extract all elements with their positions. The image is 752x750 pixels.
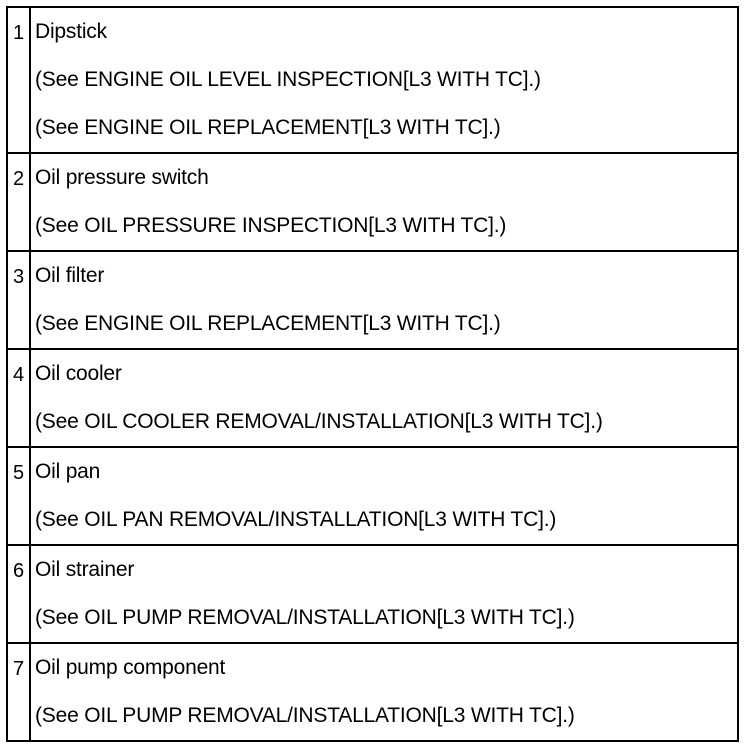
table-row bbox=[7, 643, 738, 741]
row-content bbox=[30, 349, 738, 447]
row-number: 3 bbox=[7, 251, 30, 349]
row-content bbox=[30, 7, 738, 153]
row-number: 7 bbox=[7, 643, 30, 741]
row-number: 6 bbox=[7, 545, 30, 643]
component-name: Oil pressure switch bbox=[35, 166, 209, 189]
reference-link[interactable]: (See OIL COOLER REMOVAL/INSTALLATION[L3 WITH TC].) bbox=[35, 410, 603, 433]
reference-link[interactable]: (See OIL PUMP REMOVAL/INSTALLATION[L3 WITH TC].) bbox=[35, 606, 575, 629]
row-content bbox=[30, 153, 738, 251]
row-content bbox=[30, 545, 738, 643]
reference-link[interactable]: (See OIL PAN REMOVAL/INSTALLATION[L3 WITH TC].) bbox=[35, 508, 557, 531]
table-row bbox=[7, 251, 738, 349]
component-name: Oil cooler bbox=[35, 362, 122, 385]
row-content bbox=[30, 447, 738, 545]
row-content bbox=[30, 643, 738, 741]
row-number: 5 bbox=[7, 447, 30, 545]
component-name: Dipstick bbox=[35, 20, 107, 43]
component-name: Oil filter bbox=[35, 264, 105, 287]
row-number: 2 bbox=[7, 153, 30, 251]
table-row bbox=[7, 153, 738, 251]
table-row bbox=[7, 545, 738, 643]
row-number: 4 bbox=[7, 349, 30, 447]
reference-link[interactable]: (See ENGINE OIL REPLACEMENT[L3 WITH TC].) bbox=[35, 116, 501, 139]
reference-link[interactable]: (See OIL PUMP REMOVAL/INSTALLATION[L3 WITH TC].) bbox=[35, 704, 575, 727]
table-row bbox=[7, 447, 738, 545]
table-row bbox=[7, 7, 738, 153]
table-row bbox=[7, 349, 738, 447]
component-name: Oil pan bbox=[35, 460, 101, 483]
components-table bbox=[6, 6, 739, 742]
row-number: 1 bbox=[7, 7, 30, 153]
reference-link[interactable]: (See OIL PRESSURE INSPECTION[L3 WITH TC].) bbox=[35, 214, 507, 237]
reference-link[interactable]: (See ENGINE OIL LEVEL INSPECTION[L3 WITH TC].) bbox=[35, 68, 541, 91]
row-content bbox=[30, 251, 738, 349]
component-name: Oil pump component bbox=[35, 656, 226, 679]
component-name: Oil strainer bbox=[35, 558, 135, 581]
reference-link[interactable]: (See ENGINE OIL REPLACEMENT[L3 WITH TC].) bbox=[35, 312, 501, 335]
